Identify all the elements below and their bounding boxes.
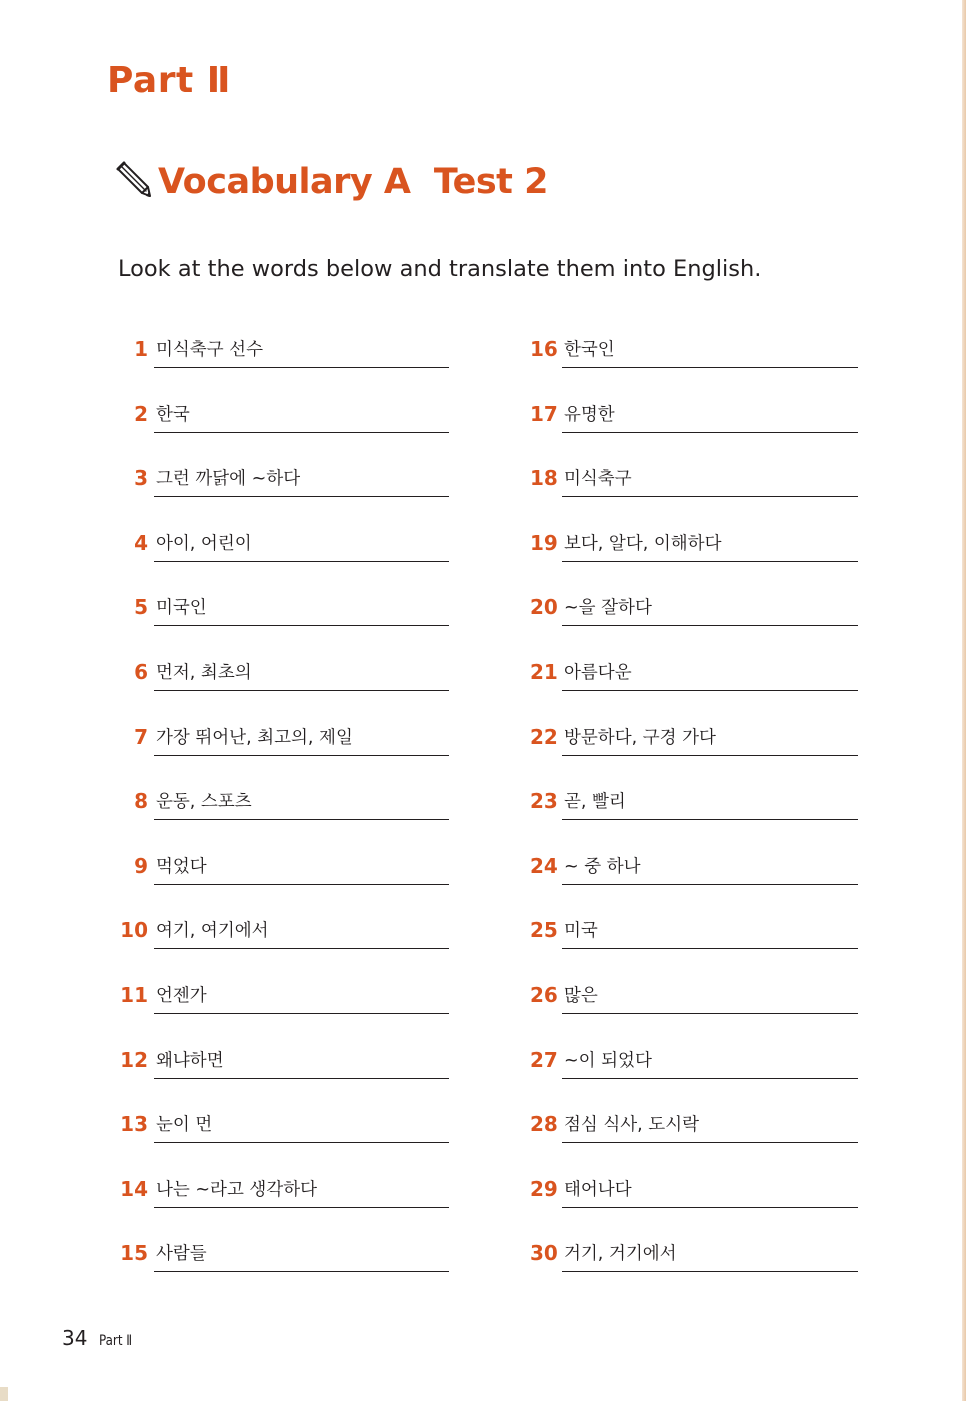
- vocab-item: [118, 1041, 458, 1106]
- vocab-word: 먼저, 최초의: [156, 662, 252, 683]
- vocab-item: [526, 718, 866, 783]
- vocab-word: 나는 ~라고 생각하다: [156, 1179, 318, 1200]
- vocab-item: [118, 976, 458, 1041]
- vocab-number: 2: [134, 401, 148, 426]
- corner-mark: [0, 1387, 8, 1401]
- vocab-item: [526, 395, 866, 460]
- vocab-number: 3: [134, 466, 148, 491]
- vocab-word: 많은: [564, 985, 598, 1006]
- vocab-number: 20: [530, 595, 558, 620]
- vocab-item: [118, 911, 458, 976]
- vocab-item: [526, 1105, 866, 1170]
- vocab-item: [118, 1105, 458, 1170]
- vocab-number: 17: [530, 401, 558, 426]
- vocab-word: 태어나다: [564, 1179, 632, 1200]
- answer-line[interactable]: [154, 625, 449, 626]
- vocab-number: 9: [134, 853, 148, 878]
- vocab-word: 점심 식사, 도시락: [564, 1115, 700, 1136]
- answer-line[interactable]: [562, 1078, 858, 1079]
- section-title: [112, 157, 548, 207]
- vocab-item: [526, 1234, 866, 1299]
- answer-line[interactable]: [154, 561, 449, 562]
- page-footer: [62, 1326, 138, 1350]
- vocab-item: [526, 653, 866, 718]
- vocab-word: 한국인: [564, 340, 615, 360]
- running-head: Part Ⅱ: [99, 1333, 133, 1349]
- section-title-text: Vocabulary A Test 2: [158, 162, 548, 202]
- vocab-word: 보다, 알다, 이해하다: [564, 533, 722, 554]
- vocab-item: [118, 718, 458, 783]
- vocab-number: 1: [134, 337, 148, 361]
- vocab-number: 13: [120, 1112, 148, 1137]
- vocab-word: ~을 잘하다: [564, 598, 652, 619]
- vocab-item: [526, 976, 866, 1041]
- vocab-number: 11: [120, 982, 148, 1007]
- vocab-number: 6: [134, 659, 148, 684]
- vocab-word: 사람들: [156, 1244, 207, 1265]
- vocab-number: 27: [530, 1047, 558, 1072]
- vocab-word: 곧, 빨리: [564, 792, 626, 813]
- answer-line[interactable]: [562, 884, 858, 885]
- page-edge: [962, 0, 966, 1401]
- vocab-word: 언젠가: [156, 985, 207, 1006]
- vocab-number: 12: [120, 1047, 148, 1072]
- vocab-word: 유명한: [564, 404, 615, 425]
- vocab-number: 22: [530, 724, 558, 749]
- vocab-number: 4: [134, 530, 148, 555]
- vocab-item: [118, 395, 458, 460]
- vocab-number: 25: [530, 918, 558, 943]
- answer-line[interactable]: [562, 948, 858, 949]
- answer-line[interactable]: [562, 1207, 858, 1208]
- vocab-number: 30: [530, 1241, 558, 1266]
- answer-line[interactable]: [562, 690, 858, 691]
- vocab-item: [118, 782, 458, 847]
- vocab-item: [118, 330, 458, 395]
- answer-line[interactable]: [562, 625, 858, 626]
- answer-line[interactable]: [154, 432, 449, 433]
- vocab-item: [526, 782, 866, 847]
- vocab-number: 24: [530, 853, 558, 878]
- answer-line[interactable]: [154, 819, 449, 820]
- answer-line[interactable]: [154, 948, 449, 949]
- answer-line[interactable]: [154, 496, 449, 497]
- vocab-number: 26: [530, 982, 558, 1007]
- vocab-number: 23: [530, 789, 558, 814]
- answer-line[interactable]: [154, 1271, 449, 1272]
- vocab-word: 거기, 거기에서: [564, 1244, 677, 1265]
- vocab-word: 그런 까닭에 ~하다: [156, 469, 301, 490]
- vocab-word: 미식축구 선수: [156, 340, 263, 360]
- vocab-item: [526, 330, 866, 395]
- vocab-word: 아이, 어린이: [156, 533, 252, 554]
- vocab-item: [118, 459, 458, 524]
- vocab-word: ~이 되었다: [564, 1050, 652, 1071]
- vocab-item: [526, 1170, 866, 1235]
- answer-line[interactable]: [154, 755, 449, 756]
- answer-line[interactable]: [562, 496, 858, 497]
- answer-line[interactable]: [562, 1142, 858, 1143]
- vocab-number: 28: [530, 1112, 558, 1137]
- vocab-number: 8: [134, 789, 148, 814]
- answer-line[interactable]: [562, 1271, 858, 1272]
- answer-line[interactable]: [154, 884, 449, 885]
- vocab-word: 먹었다: [156, 856, 207, 877]
- vocab-item: [118, 1234, 458, 1299]
- pencil-icon: [112, 159, 152, 199]
- vocab-item: [118, 847, 458, 912]
- vocab-number: 15: [120, 1241, 148, 1266]
- vocab-word: 여기, 여기에서: [156, 921, 269, 942]
- vocab-word: 방문하다, 구경 가다: [564, 727, 716, 748]
- vocab-item: [526, 524, 866, 589]
- answer-line[interactable]: [154, 1142, 449, 1143]
- vocab-word: 왜냐하면: [156, 1050, 224, 1071]
- vocab-item: [118, 653, 458, 718]
- answer-line[interactable]: [154, 690, 449, 691]
- vocab-word: 미식축구: [564, 469, 632, 490]
- answer-line[interactable]: [562, 819, 858, 820]
- vocab-word: 한국: [156, 404, 190, 425]
- answer-line[interactable]: [562, 432, 858, 433]
- vocab-item: [526, 847, 866, 912]
- vocab-number: 16: [530, 337, 558, 361]
- vocab-item: [118, 588, 458, 653]
- vocab-word: 운동, 스포츠: [156, 792, 252, 813]
- vocab-item: [526, 911, 866, 976]
- answer-line[interactable]: [562, 1013, 858, 1014]
- vocab-word: 가장 뛰어난, 최고의, 제일: [156, 727, 353, 748]
- vocab-item: [118, 524, 458, 589]
- vocab-word: 눈이 먼: [156, 1115, 213, 1136]
- part-title: Part Ⅱ: [107, 60, 231, 101]
- answer-line[interactable]: [154, 1078, 449, 1079]
- vocab-item: [118, 1170, 458, 1235]
- vocab-number: 7: [134, 724, 148, 749]
- vocab-word: 아름다운: [564, 662, 632, 683]
- vocab-item: [526, 1041, 866, 1106]
- answer-line[interactable]: [154, 1013, 449, 1014]
- vocab-number: 10: [120, 918, 148, 943]
- answer-line[interactable]: [562, 561, 858, 562]
- vocab-number: 19: [530, 530, 558, 555]
- answer-line[interactable]: [562, 367, 858, 368]
- vocab-word: 미국: [564, 921, 598, 942]
- instructions: Look at the words below and translate them into English.: [118, 256, 762, 282]
- vocab-word: ~ 중 하나: [564, 856, 641, 877]
- vocab-number: 21: [530, 659, 558, 684]
- page-number: 34: [62, 1326, 88, 1350]
- vocab-list-left: [118, 330, 458, 1299]
- vocab-item: [526, 588, 866, 653]
- vocab-list-right: [526, 330, 866, 1299]
- vocab-number: 29: [530, 1176, 558, 1201]
- vocab-word: 미국인: [156, 598, 207, 619]
- vocab-number: 14: [120, 1176, 148, 1201]
- answer-line[interactable]: [154, 1207, 449, 1208]
- answer-line[interactable]: [154, 367, 449, 368]
- vocab-number: 5: [134, 595, 148, 620]
- vocab-number: 18: [530, 466, 558, 491]
- answer-line[interactable]: [562, 755, 858, 756]
- vocab-item: [526, 459, 866, 524]
